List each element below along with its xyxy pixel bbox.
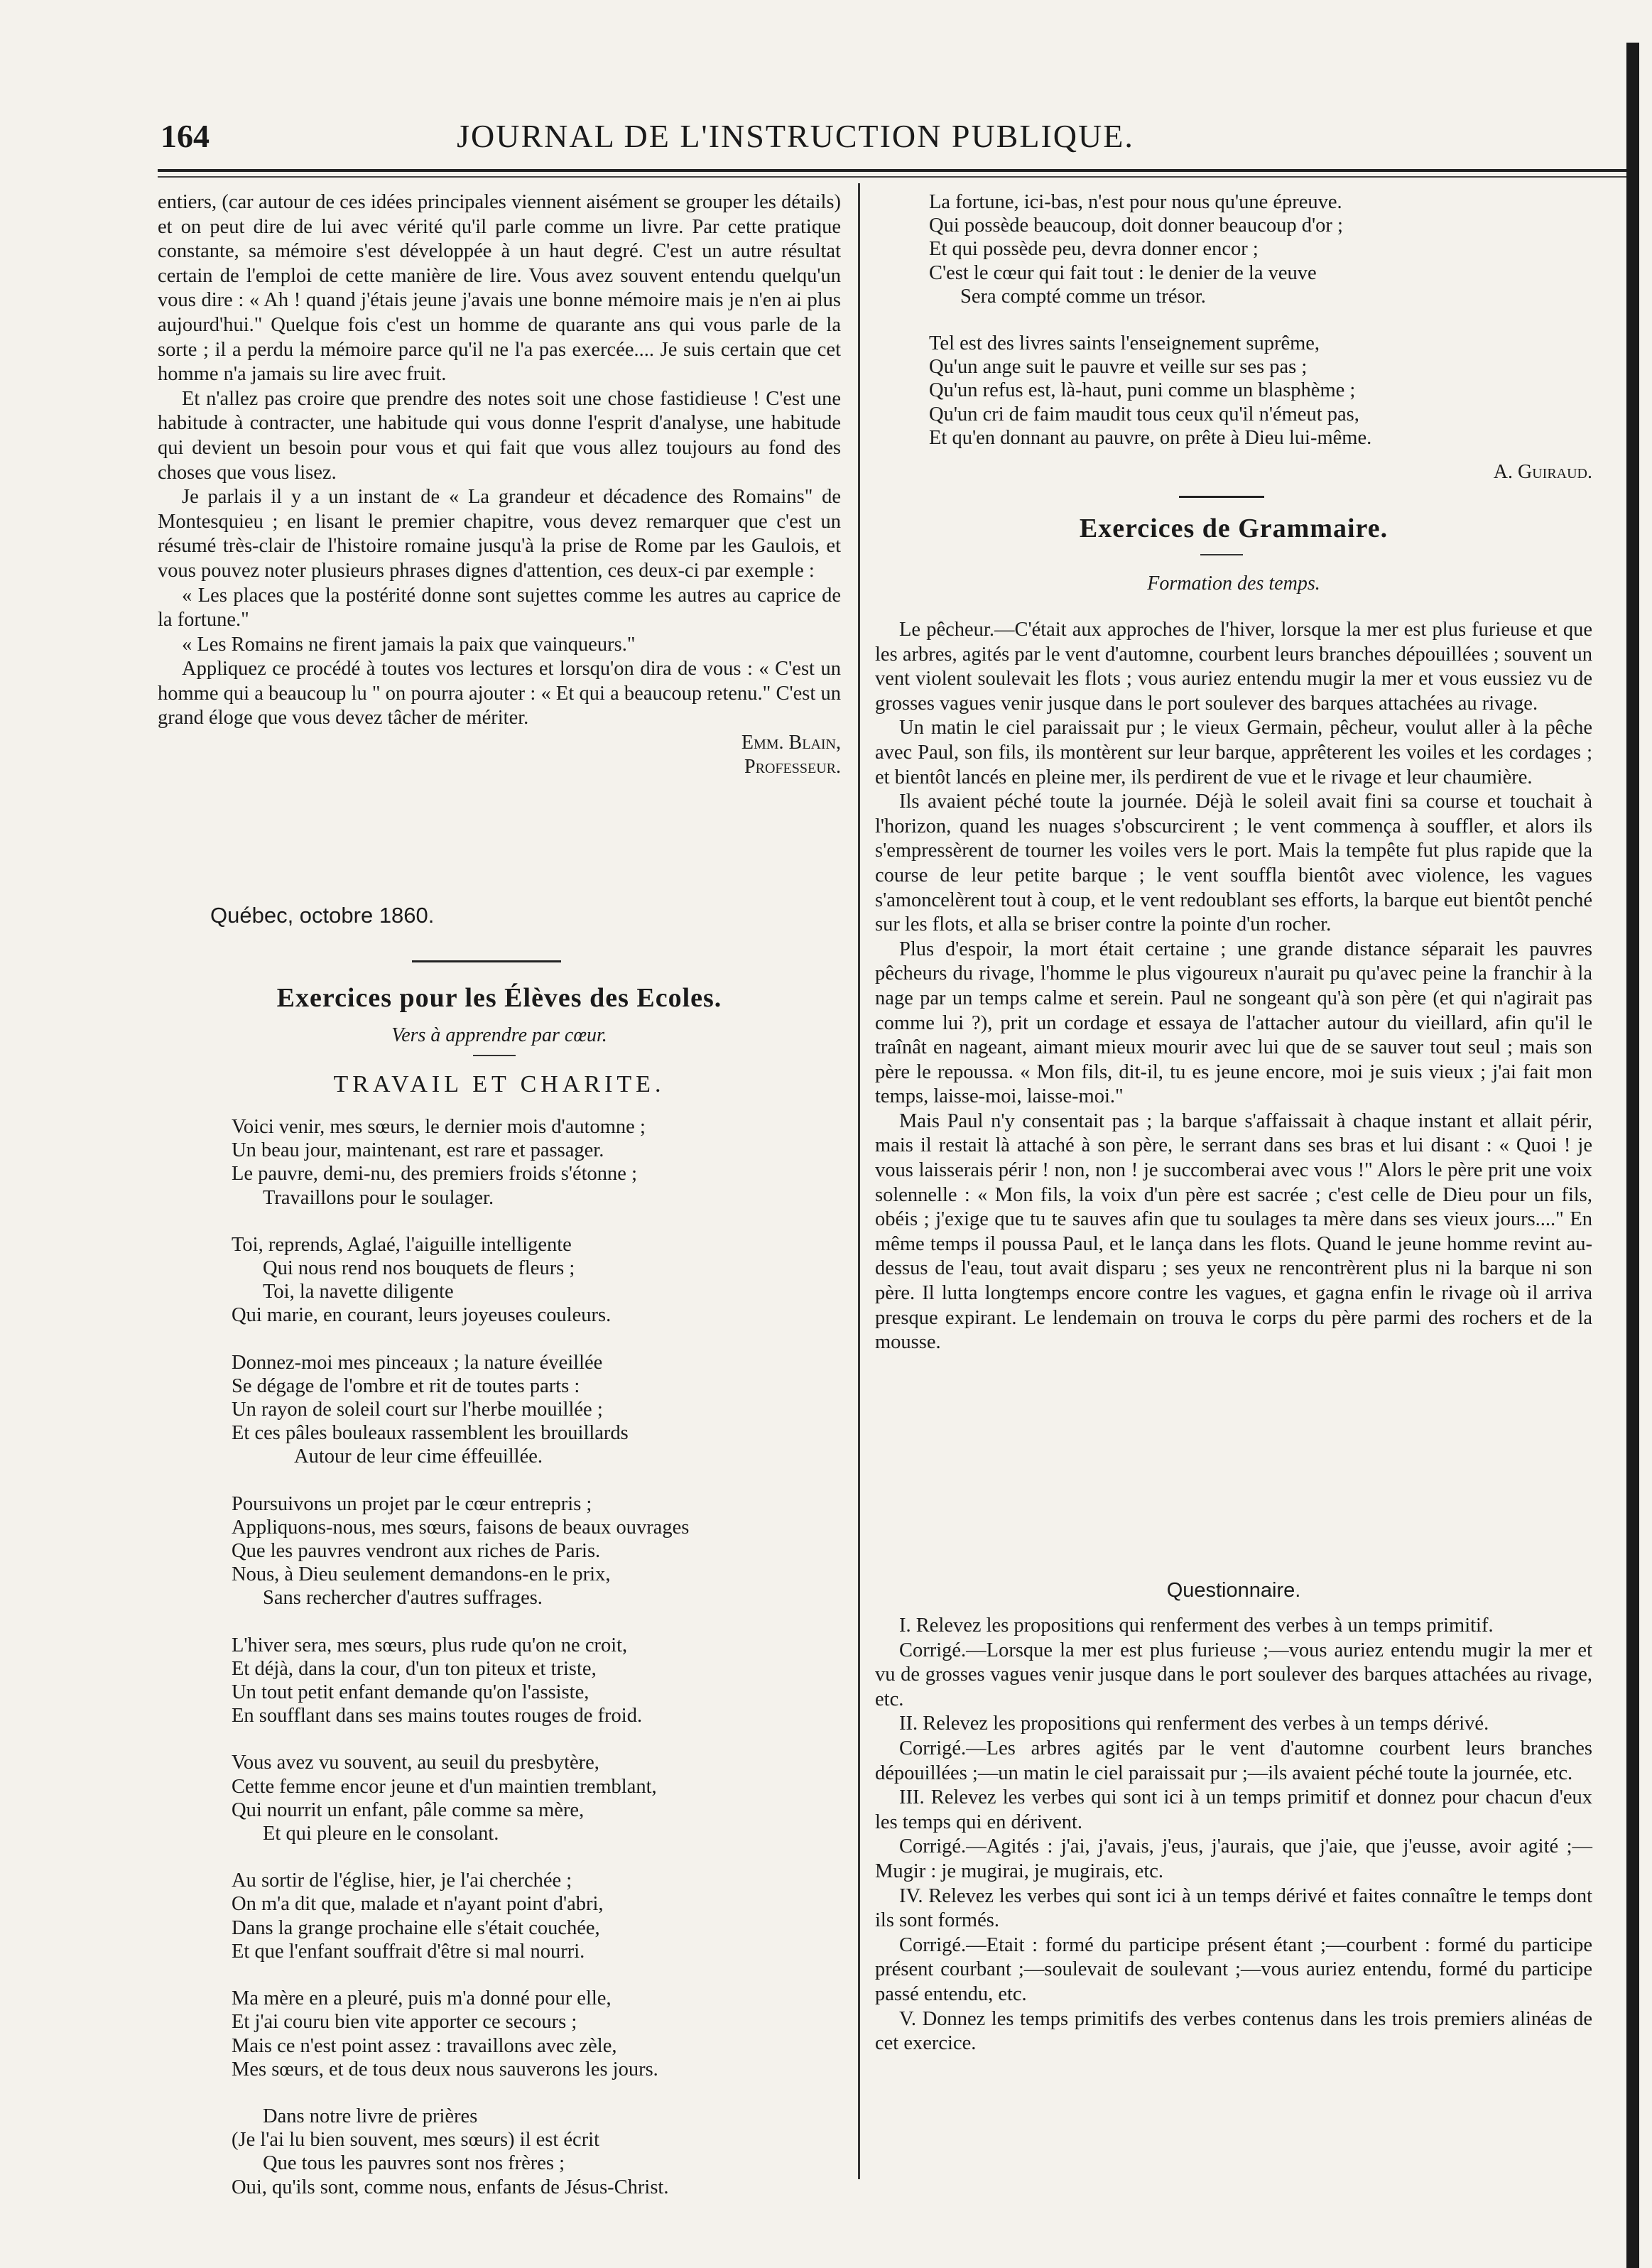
column-divider bbox=[858, 183, 860, 2179]
poem-stanza bbox=[232, 1233, 842, 1328]
author-signature: Emm. Blain, bbox=[741, 732, 841, 754]
poem-right bbox=[929, 190, 1582, 473]
questionnaire-item: I. Relevez les propositions qui renferment des verbes à un temps primitif. bbox=[899, 1615, 1494, 1637]
section-title: Exercices pour les Élèves des Ecoles. bbox=[276, 983, 722, 1013]
poem-line: Et qui possède peu, devra donner encor ; bbox=[929, 238, 1259, 261]
poem-stanza bbox=[929, 190, 1582, 308]
poem-line: En soufflant dans ses mains toutes rouges de froid. bbox=[232, 1705, 643, 1727]
poem-line: Dans notre livre de prières bbox=[263, 2105, 478, 2127]
poem-stanza bbox=[232, 1634, 842, 1728]
poem-title-wrap bbox=[158, 1071, 841, 1098]
poem-line: Qui possède beaucoup, doit donner beaucoup d'or ; bbox=[929, 215, 1343, 237]
poem-stanza bbox=[232, 1751, 842, 1845]
poem-line: Qu'un refus est, là-haut, puni comme un blasphème ; bbox=[929, 379, 1356, 402]
questionnaire-item: III. Relevez les verbes qui sont ici à un temps primitif et donnez pour chacun d'eux les temps qui en dérivent. bbox=[875, 1786, 1592, 1833]
poem-line: Tel est des livres saints l'enseignement suprême, bbox=[929, 332, 1320, 355]
poem-line: Qu'un cri de faim maudit tous ceux qu'il n'émeut pas, bbox=[929, 403, 1359, 425]
dateline: Québec, octobre 1860. bbox=[210, 903, 435, 928]
author-title: Professeur. bbox=[744, 756, 841, 778]
poem-line: Et que l'enfant souffrait d'être si mal nourri. bbox=[232, 1940, 585, 1963]
poem-stanza bbox=[232, 1869, 842, 1963]
page-edge-shadow bbox=[1626, 43, 1639, 2268]
subtitle-rule bbox=[1200, 554, 1243, 555]
poem-line: Mais ce n'est point assez : travaillons avec zèle, bbox=[232, 2034, 617, 2057]
poem-line: Un rayon de soleil court sur l'herbe mouillée ; bbox=[232, 1399, 603, 1421]
questionnaire-answer: Corrigé.—Etait : formé du participe présent étant ;—courbent : formé du participe présent courbant ;—soulevait de soulevant ;—vous auriez entendu, formé du participe passé entendu, etc. bbox=[875, 1933, 1592, 2005]
poem-stanza bbox=[232, 2105, 842, 2199]
poem-line: Ma mère en a pleuré, puis m'a donné pour elle, bbox=[232, 1987, 612, 2010]
poem-line: Et qu'en donnant au pauvre, on prête à Dieu lui-même. bbox=[929, 426, 1372, 449]
poem-left bbox=[232, 1115, 842, 2223]
poem-line: Que les pauvres vendront aux riches de Paris. bbox=[232, 1540, 601, 1563]
poem-line: Qui nourrit un enfant, pâle comme sa mère, bbox=[232, 1798, 585, 1821]
poem-line: Poursuivons un projet par le cœur entrepris ; bbox=[232, 1492, 592, 1515]
poem-line: Que tous les pauvres sont nos frères ; bbox=[263, 2152, 565, 2175]
poem-line: Nous, à Dieu seulement demandons-en le prix, bbox=[232, 1563, 611, 1586]
questionnaire bbox=[875, 1614, 1592, 2056]
section-subtitle: Vers à apprendre par cœur. bbox=[391, 1024, 607, 1046]
journal-title: JOURNAL DE L'INSTRUCTION PUBLIQUE. bbox=[457, 118, 1134, 154]
questionnaire-title-wrap bbox=[875, 1579, 1592, 1602]
section-subtitle: Formation des temps. bbox=[1147, 573, 1320, 595]
section-subtitle-wrap bbox=[158, 1024, 841, 1047]
article-paragraph: Je parlais il y a un instant de « La grandeur et décadence des Romains" de Montesquieu ; en lisant le premier chapitre, vous devez remarquer que c'est un résumé très-clair de l'histoire romaine jusqu'à la prise de Rome par les Gaulois, et vous pouvez noter plusieurs phrases dignes d'attention, ces deux-ci par exemple : bbox=[158, 486, 841, 582]
poem-line: La fortune, ici-bas, n'est pour nous qu'une épreuve. bbox=[929, 191, 1342, 213]
poem-stanza bbox=[232, 1351, 842, 1469]
poem-line: L'hiver sera, mes sœurs, plus rude qu'on ne croit, bbox=[232, 1634, 628, 1656]
poem-line: Et qui pleure en le consolant. bbox=[263, 1823, 499, 1845]
article-paragraph: Et n'allez pas croire que prendre des notes soit une chose fastidieuse ! C'est une habitude à contracter, une habitude qui vous donne l'esprit d'analyse, une habitude qui devient un besoin pour vous et qui fait que vous allez toujours au fond des choses que vous lisez. bbox=[158, 387, 841, 484]
poem-line: Et j'ai couru bien vite apporter ce secours ; bbox=[232, 2011, 577, 2034]
poem-stanza bbox=[929, 332, 1582, 450]
story-text bbox=[875, 618, 1592, 1355]
poem-line: Et déjà, dans la cour, d'un ton piteux et triste, bbox=[232, 1657, 597, 1680]
poem-line: Se dégage de l'ombre et rit de toutes parts : bbox=[232, 1374, 580, 1397]
header-rule bbox=[158, 169, 1628, 172]
poem-line: Dans la grange prochaine elle s'était couchée, bbox=[232, 1916, 600, 1939]
poem-line: Le pauvre, demi-nu, des premiers froids s'étonne ; bbox=[232, 1163, 638, 1185]
poem-line: Qu'un ange suit le pauvre et veille sur ses pas ; bbox=[929, 356, 1308, 379]
poem-line: Et ces pâles bouleaux rassemblent les brouillards bbox=[232, 1422, 629, 1445]
questionnaire-title: Questionnaire. bbox=[1166, 1579, 1301, 1602]
questionnaire-answer: Corrigé.—Les arbres agités par le vent d'automne courbent leurs branches dépouillées ;—un matin le ciel paraissait pur ;—ils avaient péché toute la journée, etc. bbox=[875, 1737, 1592, 1784]
article-paragraph: entiers, (car autour de ces idées principales viennent aisément se grouper les détails) et on peut dire de lui avec vérité qu'il parle comme un livre. Par cette pratique constante, sa mémoire s'est développée à un haut degré. C'est un autre résultat certain de l'emploi de cette manière de lire. Vous avez souvent entendu quelqu'un vous dire : « Ah ! quand j'étais jeune j'avais une bonne mémoire mais je n'en ai plus aujourd'hui." Quelque fois c'est un homme de quarante ans qui vous parle de la sorte ; il a perdu la mémoire parce qu'il ne l'a pas exercée.... Je suis certain que cet homme n'a jamais su lire avec fruit. bbox=[158, 191, 841, 386]
poem-signature: A. Guiraud. bbox=[1493, 461, 1592, 483]
poem-line: C'est le cœur qui fait tout : le denier de la veuve bbox=[929, 261, 1317, 284]
questionnaire-item: V. Donnez les temps primitifs des verbes contenus dans les trois premiers alinéas de cet exercice. bbox=[875, 2007, 1592, 2055]
subtitle-rule bbox=[473, 1055, 516, 1056]
story-paragraph: Plus d'espoir, la mort était certaine ; une grande distance séparait les pauvres pêcheurs du rivage, l'homme le plus vigoureux n'aurait pu qu'avec peine la franchir à la nage par un temps calme et serein. Paul ne songeant qu'à son père (et qui n'agirait pas comme lui ?), prit un cordage et essaya de l'attacher autour du vieillard, afin qu'il le traînât en nageant, aimant mieux mourir avec lui que de se sauver tout seul ; mais son père le repoussa. « Mon fils, dit-il, tu es jeune encore, moi je suis vieux ; j'ai fait mon temps, laisse-moi, laisse-moi." bbox=[875, 938, 1592, 1108]
questionnaire-item: IV. Relevez les verbes qui sont ici à un temps dérivé et faites connaître le temps dont ils sont formés. bbox=[875, 1884, 1592, 1932]
poem-stanza bbox=[232, 1115, 842, 1210]
article-quote: « Les places que la postérité donne sont sujettes comme les autres au caprice de la fortune." bbox=[158, 584, 841, 631]
poem-line: On m'a dit que, malade et n'ayant point d'abri, bbox=[232, 1893, 604, 1916]
header-rule-thin bbox=[158, 176, 1628, 178]
poem-title: TRAVAIL ET CHARITE. bbox=[333, 1071, 665, 1097]
section-separator bbox=[1179, 496, 1264, 498]
poem-line: Donnez-moi mes pinceaux ; la nature éveillée bbox=[232, 1351, 603, 1374]
poem-signature-wrap bbox=[875, 460, 1592, 484]
poem-stanza bbox=[232, 1987, 842, 2081]
poem-line: Toi, la navette diligente bbox=[263, 1281, 454, 1303]
reading-article bbox=[158, 190, 841, 779]
poem-line: Sans rechercher d'autres suffrages. bbox=[263, 1587, 543, 1610]
story-paragraph: Un matin le ciel paraissait pur ; le vieux Germain, pêcheur, voulut aller à la pêche avec Paul, son fils, ils montèrent sur leur barque, apprêterent les voiles et les cordages ; et bientôt lancés en pleine mer, ils perdirent de vue et le rivage et leur chaumière. bbox=[875, 717, 1592, 788]
questionnaire-answer: Corrigé.—Agités : j'ai, j'avais, j'eus, j'aurais, que j'aie, que j'eusse, avoir agité ;—Mugir : je mugirai, je mugirais, etc. bbox=[875, 1835, 1592, 1882]
poem-line: Toi, reprends, Aglaé, l'aiguille intelligente bbox=[232, 1233, 572, 1256]
poem-line: Au sortir de l'église, hier, je l'ai cherchée ; bbox=[232, 1870, 572, 1892]
questionnaire-item: II. Relevez les propositions qui renferment des verbes à un temps dérivé. bbox=[899, 1713, 1489, 1735]
article-paragraph: Appliquez ce procédé à toutes vos lectures et lorsqu'on dira de vous : « C'est un homme qui a beaucoup lu " on pourra ajouter : « Et qui a beaucoup retenu." C'est un grand éloge que vous devez tâcher de mériter. bbox=[158, 658, 841, 729]
poem-line: Un tout petit enfant demande qu'on l'assiste, bbox=[232, 1681, 589, 1704]
poem-line: (Je l'ai lu bien souvent, mes sœurs) il est écrit bbox=[232, 2129, 600, 2152]
story-paragraph: Ils avaient péché toute la journée. Déjà le soleil avait fini sa course et touchait à l'horizon, quand les nuages s'obscurcirent ; le vent commença à souffler, et alors ils s'empressèrent de tourner les voiles vers le port. Mais la tempête fut plus rapide que la course de leur petite barque ; le vent souffla bientôt avec violence, les vagues s'amoncelèrent tout à coup, et le vent redoublant ses efforts, la barque eut bientôt penché sur les flots, et alla se briser contre la pointe d'un rocher. bbox=[875, 791, 1592, 936]
story-paragraph: Le pêcheur.—C'était aux approches de l'hiver, lorsque la mer est plus furieuse et que les arbres, agités par le vent d'automne, courbent leurs branches dépouillées ; souvent un vent violent soulevait les flots ; vous auriez entendu mugir la mer et vous eussiez vu de grosses vagues venir jusque dans le port soulever des barques attachées au rivage. bbox=[875, 619, 1592, 715]
poem-line: Qui marie, en courant, leurs joyeuses couleurs. bbox=[232, 1304, 612, 1327]
section-separator bbox=[412, 960, 561, 962]
poem-line: Autour de leur cime éffeuillée. bbox=[294, 1445, 543, 1468]
poem-line: Appliquons-nous, mes sœurs, faisons de beaux ouvrages bbox=[232, 1516, 690, 1539]
students-section bbox=[158, 982, 841, 1014]
poem-line: Oui, qu'ils sont, comme nous, enfants de Jésus-Christ. bbox=[232, 2176, 669, 2198]
poem-line: Mes sœurs, et de tous deux nous sauverons les jours. bbox=[232, 2058, 658, 2080]
poem-line: Un beau jour, maintenant, est rare et passager. bbox=[232, 1139, 604, 1162]
poem-line: Sera compté comme un trésor. bbox=[960, 285, 1206, 308]
story-paragraph: Mais Paul n'y consentait pas ; la barque s'affaissait à chaque instant et allait périr, mais il restait là attaché à son père, le serrant dans ses bras et lui disant : « Quoi ! je vous laisserais périr ! non, non ! je succomberai avec vous !" Alors le père prit une voix solennelle : « Mon fils, la voix d'un père est sacrée ; c'est celle de Dieu pour un fils, obéis ; j'exige que tu te sauves afin que tu soulages ta mère dans ses vieux jours...." En même temps il poussa Paul, et le lança dans les flots. Quand le jeune homme revint au-dessus de l'eau, tout avait disparu ; ses yeux ne rencontrèrent plus ni la barque ni son père. Il lutta longtemps encore contre les vagues, et gagna enfin le rivage où il arriva presque expirant. Le lendemain on trouva le corps du père parmi des rochers et de la mousse. bbox=[875, 1109, 1592, 1354]
poem-line: Cette femme encor jeune et d'un maintien tremblant, bbox=[232, 1775, 657, 1798]
grammar-subtitle-wrap bbox=[875, 573, 1592, 595]
poem-line: Voici venir, mes sœurs, le dernier mois d'automne ; bbox=[232, 1116, 646, 1138]
grammar-section bbox=[875, 513, 1592, 544]
poem-line: Vous avez vu souvent, au seuil du presbytère, bbox=[232, 1752, 599, 1774]
poem-line: Qui nous rend nos bouquets de fleurs ; bbox=[263, 1257, 575, 1280]
page-number: 164 bbox=[161, 118, 210, 154]
poem-stanza bbox=[232, 1492, 842, 1610]
article-quote: « Les Romains ne firent jamais la paix que vainqueurs." bbox=[182, 633, 636, 656]
section-title: Exercices de Grammaire. bbox=[1079, 514, 1389, 543]
questionnaire-answer: Corrigé.—Lorsque la mer est plus furieuse ;—vous auriez entendu mugir la mer et vu de grosses vagues venir jusque dans le port soulever des barques attachées au rivage, etc. bbox=[875, 1639, 1592, 1710]
poem-line: Travaillons pour le soulager. bbox=[263, 1186, 494, 1209]
